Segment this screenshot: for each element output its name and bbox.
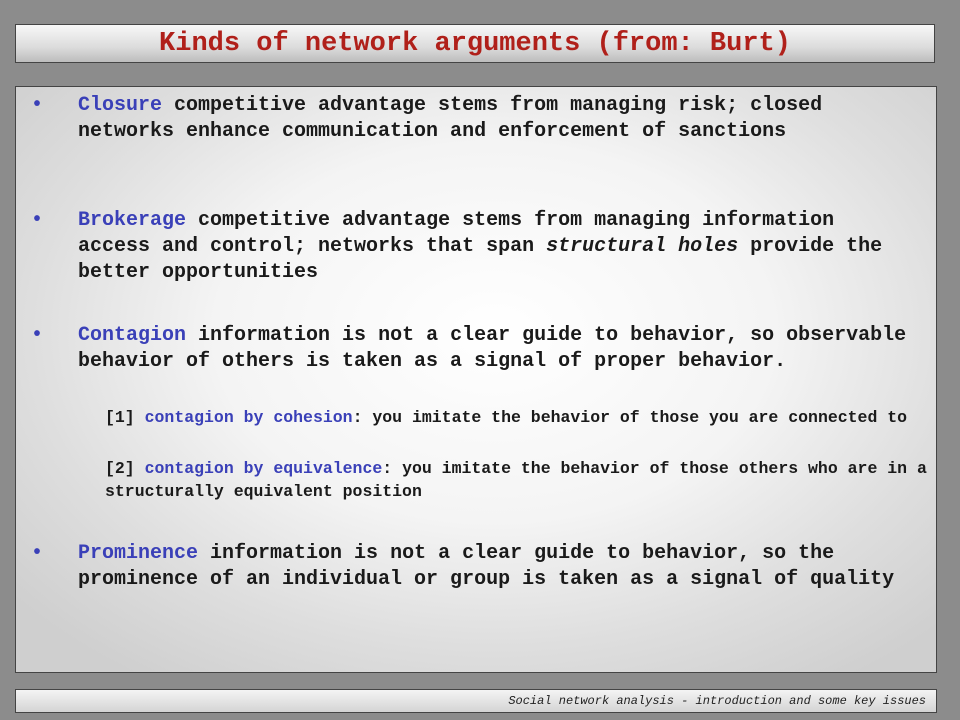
bullet-keyword: Closure xyxy=(78,94,163,117)
bullet-text: competitive advantage stems from managing risk; closed networks enhance communication and enforcement of sanctions xyxy=(78,94,823,143)
content-panel xyxy=(15,86,937,673)
subitem-keyword: contagion by cohesion xyxy=(144,408,353,427)
bullet-keyword: Brokerage xyxy=(78,209,187,232)
bullet-prominence xyxy=(31,541,911,593)
subitem-number: [2] xyxy=(105,459,135,478)
bullet-dot: • xyxy=(31,542,44,565)
subitem-keyword: contagion by equivalence xyxy=(144,459,383,478)
subitem-equivalence xyxy=(105,457,935,503)
subitem-text: : you imitate the behavior of those you are connected to xyxy=(352,408,908,427)
footer-text: Social network analysis - introduction and some key issues xyxy=(508,694,926,708)
bullet-dot: • xyxy=(31,209,44,232)
bullet-keyword: Contagion xyxy=(78,324,187,347)
bullet-contagion xyxy=(31,323,911,375)
bullet-keyword: Prominence xyxy=(78,542,199,565)
slide-title: Kinds of network arguments (from: Burt) xyxy=(159,28,791,59)
bullet-italic-term: structural holes xyxy=(546,235,739,258)
footer-bar xyxy=(15,689,937,713)
bullet-closure xyxy=(31,93,911,145)
subitem-cohesion xyxy=(105,406,935,429)
title-bar xyxy=(15,24,935,63)
bullet-dot: • xyxy=(31,94,44,117)
bullet-text: information is not a clear guide to behavior, so the prominence of an individual or group is taken as a signal of quality xyxy=(78,542,895,591)
subitem-text: : you imitate the behavior of those others who are in a structurally equivalent position xyxy=(105,459,927,501)
bullet-text: competitive advantage stems from managing information access and control; networks that span xyxy=(78,209,835,258)
bullet-text: provide the better opportunities xyxy=(78,235,883,284)
bullet-dot: • xyxy=(31,324,44,347)
subitem-number: [1] xyxy=(105,408,135,427)
bullet-brokerage xyxy=(31,208,911,286)
bullet-text: information is not a clear guide to behavior, so observable behavior of others is taken as a signal of proper behavior. xyxy=(78,324,907,373)
